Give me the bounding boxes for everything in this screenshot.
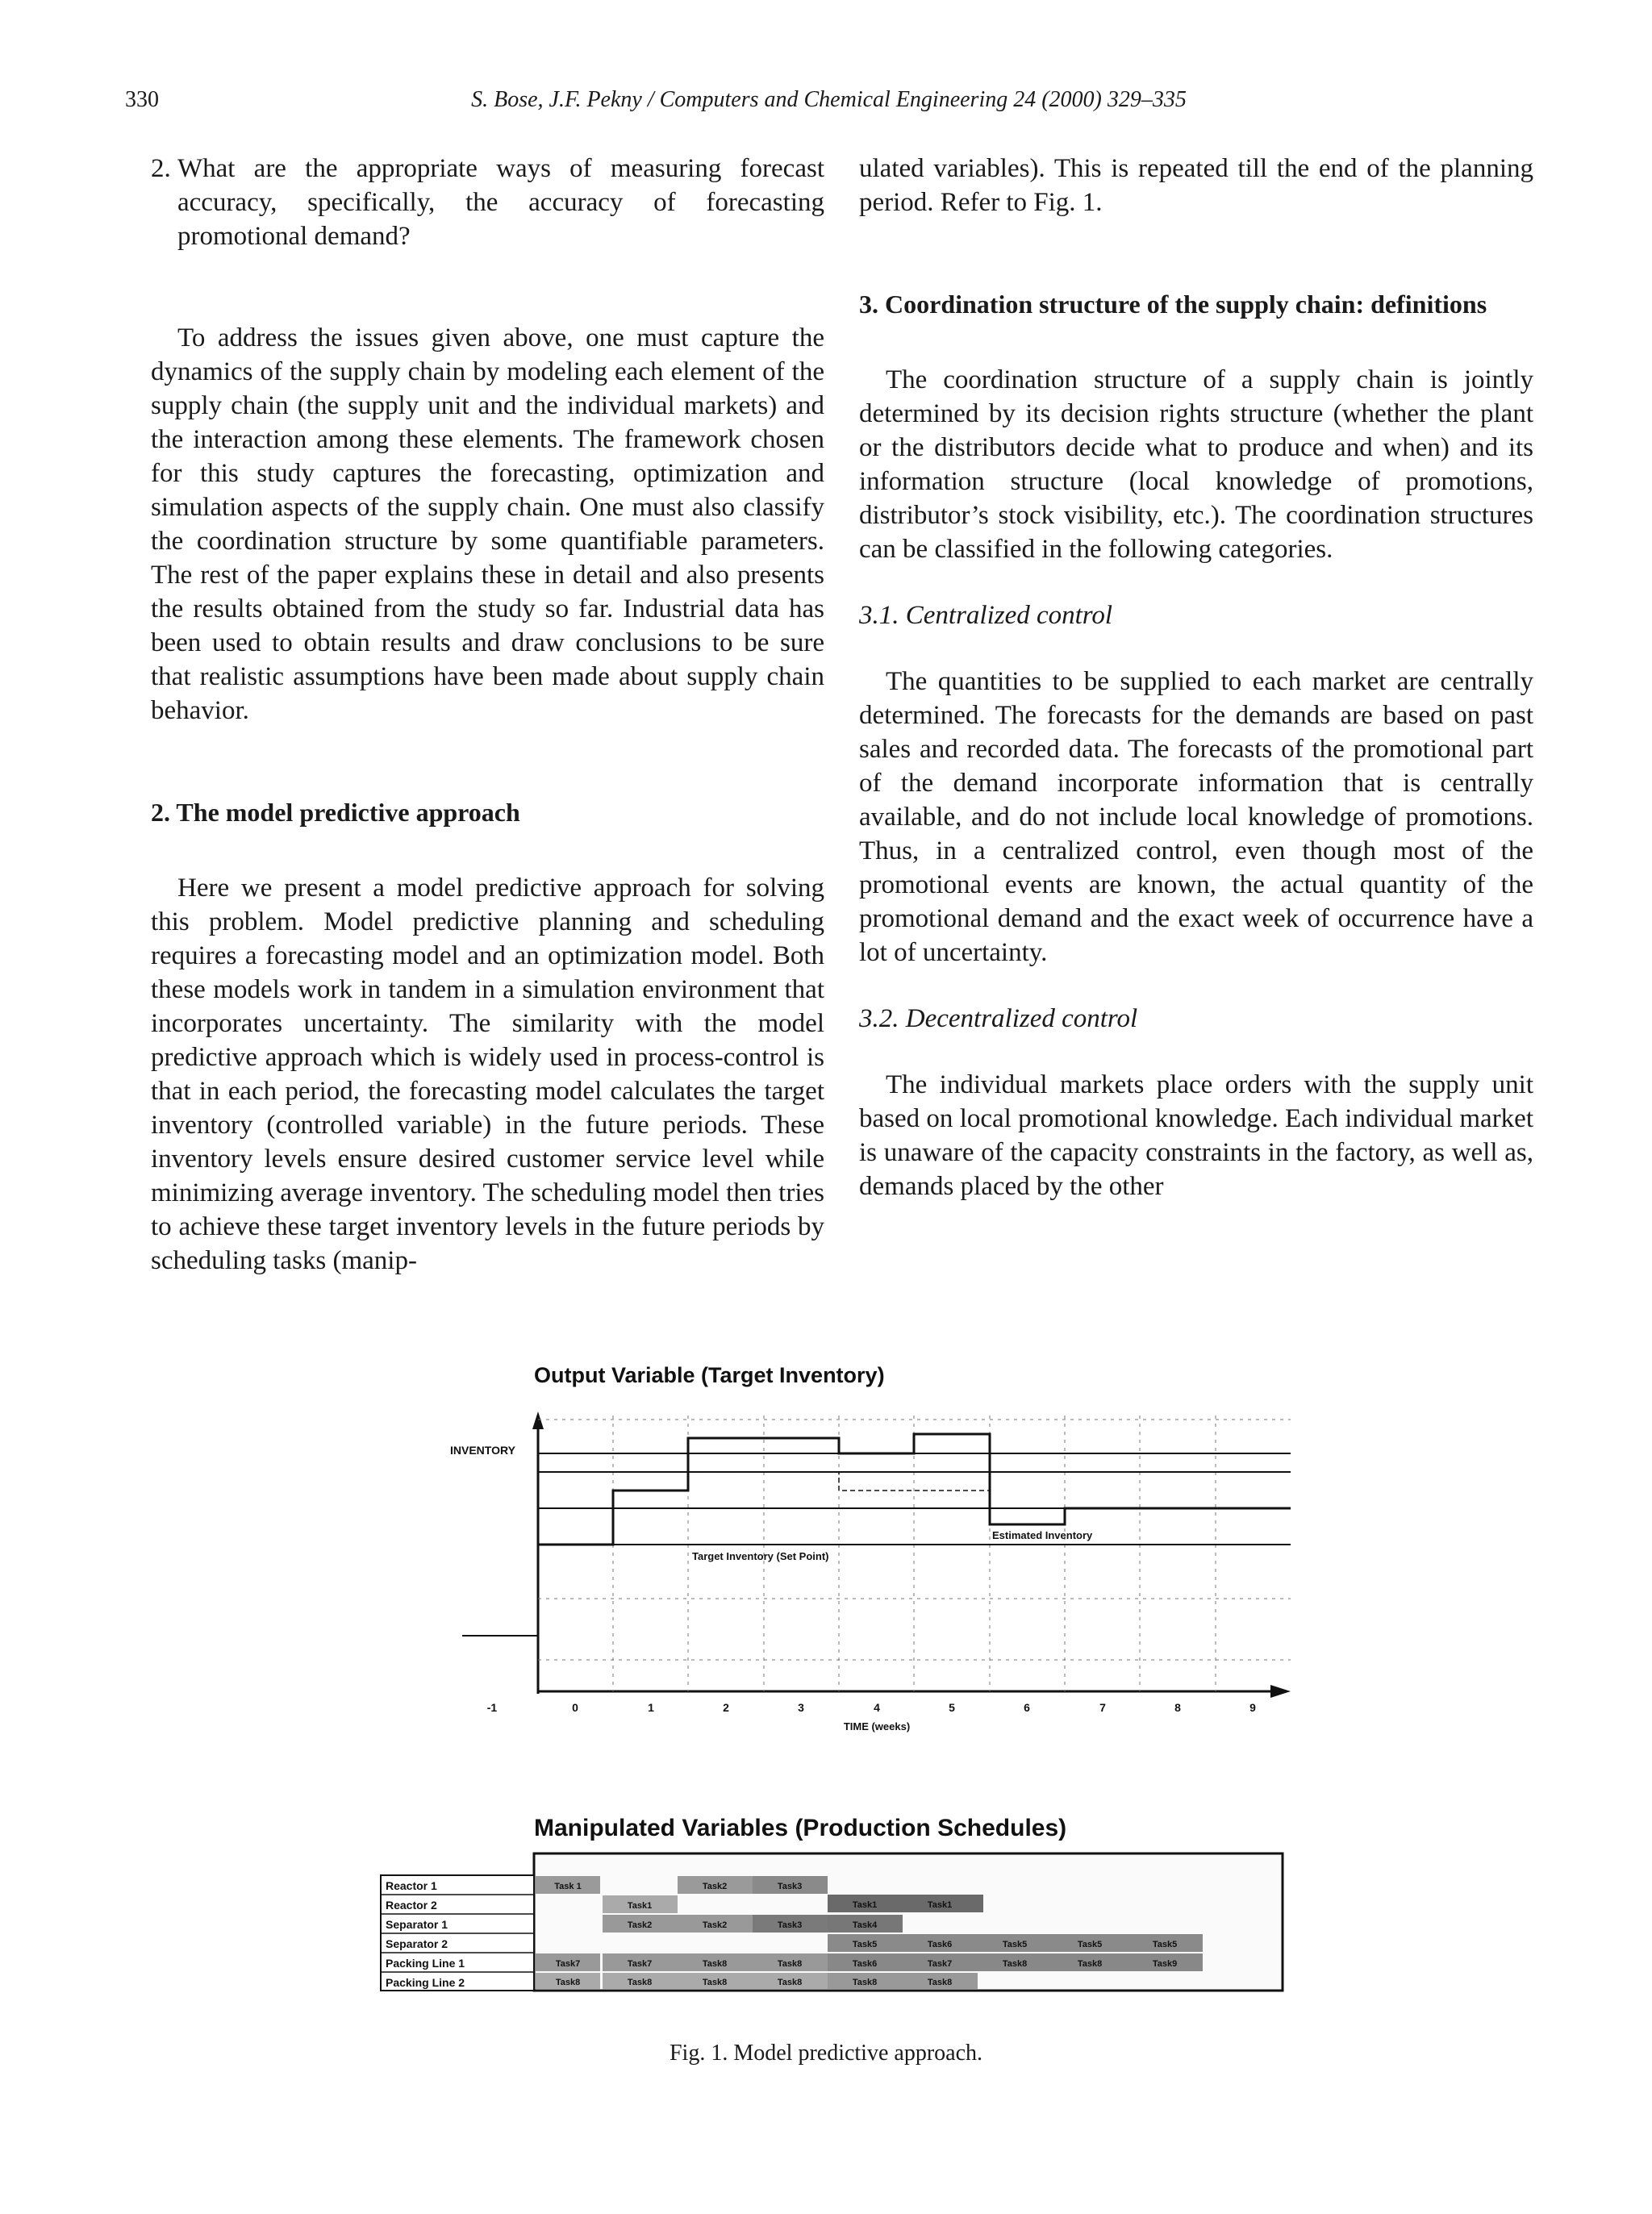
task-label: Task1 — [852, 1900, 878, 1910]
task-label: Task8 — [1002, 1959, 1028, 1969]
paragraph: The individual markets place orders with the supply unit based on local promotional knowledge. Each individual market is unaware of the capacity constraints in the factory, as well as, demands placed by the other — [859, 1070, 1533, 1201]
manipulated-variables-title: Manipulated Variables (Production Schedules) — [534, 1815, 1067, 1841]
task-label: Task8 — [927, 1978, 953, 1987]
task-label: Task1 — [927, 1900, 953, 1910]
task-label: Task8 — [852, 1978, 878, 1987]
task-label: Task5 — [852, 1940, 878, 1949]
section-heading: 3. Coordination structure of the supply chain: definitions — [859, 290, 1487, 319]
task-label: Task9 — [1152, 1959, 1178, 1969]
section-heading: 2. The model predictive approach — [151, 798, 520, 827]
question-text: What are the appropriate ways of measuring forecast accuracy, specifically, the accuracy of forecasting promotional demand? — [177, 154, 824, 251]
x-tick: -1 — [486, 1701, 498, 1714]
running-title: S. Bose, J.F. Pekny / Computers and Chemical Engineering 24 (2000) 329–335 — [471, 87, 1187, 112]
subsection-heading: 3.1. Centralized control — [859, 601, 1113, 630]
task-label: Task7 — [627, 1959, 653, 1969]
task-label: Task3 — [777, 1920, 803, 1930]
task-label: Task3 — [777, 1882, 803, 1891]
task-label: Task6 — [927, 1940, 953, 1949]
x-tick: 9 — [1249, 1701, 1256, 1714]
paragraph: To address the issues given above, one must capture the dynamics of the supply chain by modeling each element of the supply chain (the supply unit and the individual markets) and the interaction among these elements. The framework chosen for this study captures the forecasting, optimization and simulation aspects of the supply chain. One must also classify the coordination structure by some quantifiable parameters. The rest of the paper explains these in detail and also presents the results obtained from the study so far. Industrial data has been used to obtain results and draw conclusions to be sure that realistic assumptions have been made about supply chain behavior. — [151, 323, 824, 725]
x-tick: 6 — [1024, 1701, 1030, 1714]
resource-label: Packing Line 2 — [386, 1976, 465, 1989]
paragraph: The coordination structure of a supply chain is jointly determined by its decision rights structure (whether the plant or the distributors decide what to produce and when) and its information structure (local knowledge of promotions, distributor’s stock visibility, etc.). The coordination structures can be classified in the following categories. — [859, 365, 1533, 564]
x-tick: 0 — [572, 1701, 578, 1714]
task-label: Task8 — [702, 1959, 728, 1969]
task-label: Task7 — [555, 1959, 581, 1969]
task-label: Task8 — [555, 1978, 581, 1987]
task-label: Task2 — [702, 1882, 728, 1891]
task-label: Task5 — [1002, 1940, 1028, 1949]
x-tick: 8 — [1174, 1701, 1181, 1714]
subsection-heading: 3.2. Decentralized control — [859, 1004, 1138, 1033]
y-axis-label: INVENTORY — [450, 1444, 515, 1457]
paragraph: The quantities to be supplied to each market are centrally determined. The forecasts for the demands are based on past sales and recorded data. The forecasts of the promotional part of the demand incorporate information that is centrally available, and do not include local knowledge of promotions. Thus, in a centralized control, even though most of the promotional events are known, the actual quantity of the promotional demand and the exact week of occurrence have a lot of uncertainty. — [859, 667, 1533, 967]
task-label: Task 1 — [554, 1882, 582, 1891]
resource-label: Separator 1 — [386, 1918, 448, 1931]
task-label: Task8 — [702, 1978, 728, 1987]
resource-label: Reactor 2 — [386, 1899, 437, 1912]
paragraph: Here we present a model predictive approach for solving this problem. Model predictive planning and scheduling requires a forecasting model and an optimization model. Both these models work in tandem in a simulation environment that incorporates uncertainty. The similarity with the model predictive approach which is widely used in process-control is that in each period, the forecasting model calculates the target inventory (controlled variable) in the future periods. These inventory levels ensure desired customer service level while minimizing average inventory. The scheduling model then tries to achieve these target inventory levels in the future periods by scheduling tasks (manip- — [151, 874, 824, 1275]
task-label: Task6 — [852, 1959, 878, 1969]
target-inventory-label: Target Inventory (Set Point) — [692, 1550, 829, 1562]
task-label: Task8 — [777, 1978, 803, 1987]
x-tick: 3 — [798, 1701, 804, 1714]
question-number: 2. — [151, 154, 171, 183]
resource-label: Packing Line 1 — [386, 1957, 465, 1970]
task-label: Task8 — [627, 1978, 653, 1987]
task-label: Task4 — [852, 1920, 878, 1930]
estimated-inventory-label: Estimated Inventory — [992, 1529, 1093, 1541]
output-variable-title: Output Variable (Target Inventory) — [534, 1363, 885, 1387]
task-label: Task8 — [1077, 1959, 1103, 1969]
x-tick: 5 — [949, 1701, 955, 1714]
task-label: Task1 — [627, 1901, 653, 1911]
x-axis-label: TIME (weeks) — [843, 1720, 911, 1732]
paragraph-continuation: ulated variables). This is repeated till the end of the planning period. Refer to Fig. 1. — [859, 154, 1533, 217]
task-label: Task2 — [702, 1920, 728, 1930]
task-label: Task7 — [927, 1959, 953, 1969]
task-label: Task5 — [1077, 1940, 1103, 1949]
task-label: Task5 — [1152, 1940, 1178, 1949]
resource-label: Reactor 1 — [386, 1879, 437, 1892]
x-tick: 4 — [874, 1701, 880, 1714]
task-label: Task2 — [627, 1920, 653, 1930]
x-tick: 2 — [723, 1701, 729, 1714]
task-label: Task8 — [777, 1959, 803, 1969]
resource-label: Separator 2 — [386, 1937, 448, 1950]
figure-caption: Fig. 1. Model predictive approach. — [669, 2041, 982, 2066]
page-number: 330 — [125, 87, 159, 112]
x-tick: 7 — [1099, 1701, 1106, 1714]
x-tick: 1 — [648, 1701, 654, 1714]
